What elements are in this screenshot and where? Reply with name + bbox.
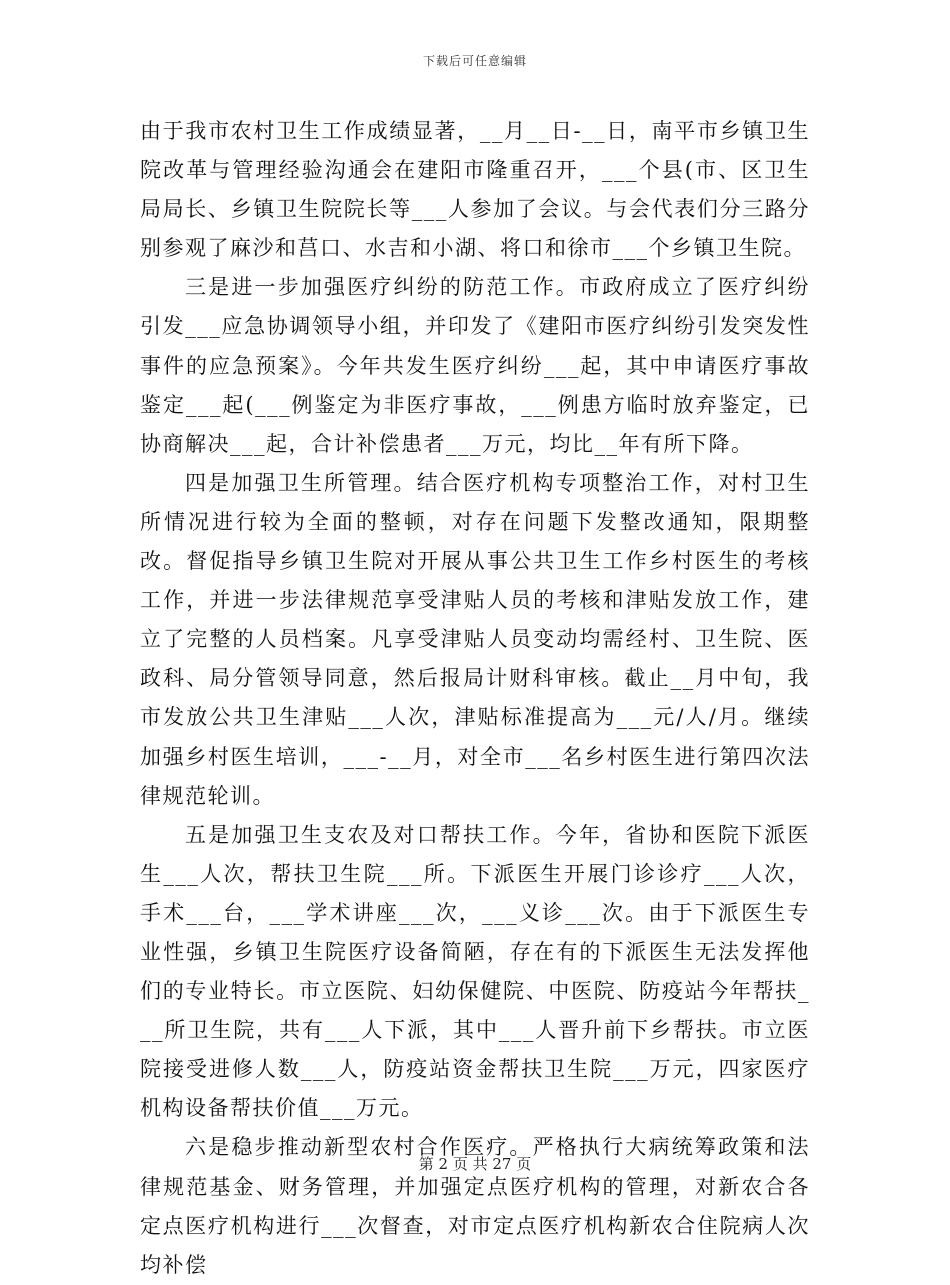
paragraph-2: 三是进一步加强医疗纠纷的防范工作。市政府成立了医疗纠纷引发___应急协调领导小组，并印发了《建阳市医疗纠纷引发突发性事件的应急预案》。今年共发生医疗纠纷___起，其中申请医疗事故鉴定___起(___例鉴定为非医疗事故，___例患方临时放弃鉴定，已协商解决___起，合计补偿患者___万元，均比__年有所下降。 xyxy=(140,275,810,456)
page-number: 第 2 页 共 27 页 xyxy=(418,1155,532,1173)
document-body xyxy=(140,112,810,1285)
paragraph-5: 六是稳步推动新型农村合作医疗。严格执行大病统筹政策和法律规范基金、财务管理，并加强定点医疗机构的管理，对新农合各定点医疗机构进行___次督查，对市定点医疗机构新农合住院病人次均补偿 xyxy=(140,1135,810,1277)
paragraph-3: 四是加强卫生所管理。结合医疗机构专项整治工作，对村卫生所情况进行较为全面的整顿，对存在问题下发整改通知，限期整改。督促指导乡镇卫生院对开展从事公共卫生工作乡村医生的考核工作，并进一步法律规范享受津贴人员的考核和津贴发放工作，建立了完整的人员档案。凡享受津贴人员变动均需经村、卫生院、医政科、局分管领导同意，然后报局计财科审核。截止__月中旬，我市发放公共卫生津贴___人次，津贴标准提高为___元/人/月。继续加强乡村医生培训，___-__月，对全市___名乡村医生进行第四次法律规范轮训。 xyxy=(140,470,810,808)
paragraph-4: 五是加强卫生支农及对口帮扶工作。今年，省协和医院下派医生___人次，帮扶卫生院___所。下派医生开展门诊诊疗___人次，手术___台，___学术讲座___次，___义诊___次。由于下派医生专业性强，乡镇卫生院医疗设备简陋，存在有的下派医生无法发挥他们的专业特长。市立医院、妇幼保健院、中医院、防疫站今年帮扶___所卫生院，共有___人下派，其中___人晋升前下乡帮扶。市立医院接受进修人数___人，防疫站资金帮扶卫生院___万元，四家医疗机构设备帮扶价值___万元。 xyxy=(140,822,810,1121)
page-header-note: 下载后可任意编辑 xyxy=(422,54,527,68)
paragraph-1: 由于我市农村卫生工作成绩显著，__月__日-__日，南平市乡镇卫生院改革与管理经验沟通会在建阳市隆重召开，___个县(市、区卫生局局长、乡镇卫生院院长等___人参加了会议。与会代表们分三路分别参观了麻沙和莒口、水吉和小湖、将口和徐市___个乡镇卫生院。 xyxy=(140,119,810,261)
